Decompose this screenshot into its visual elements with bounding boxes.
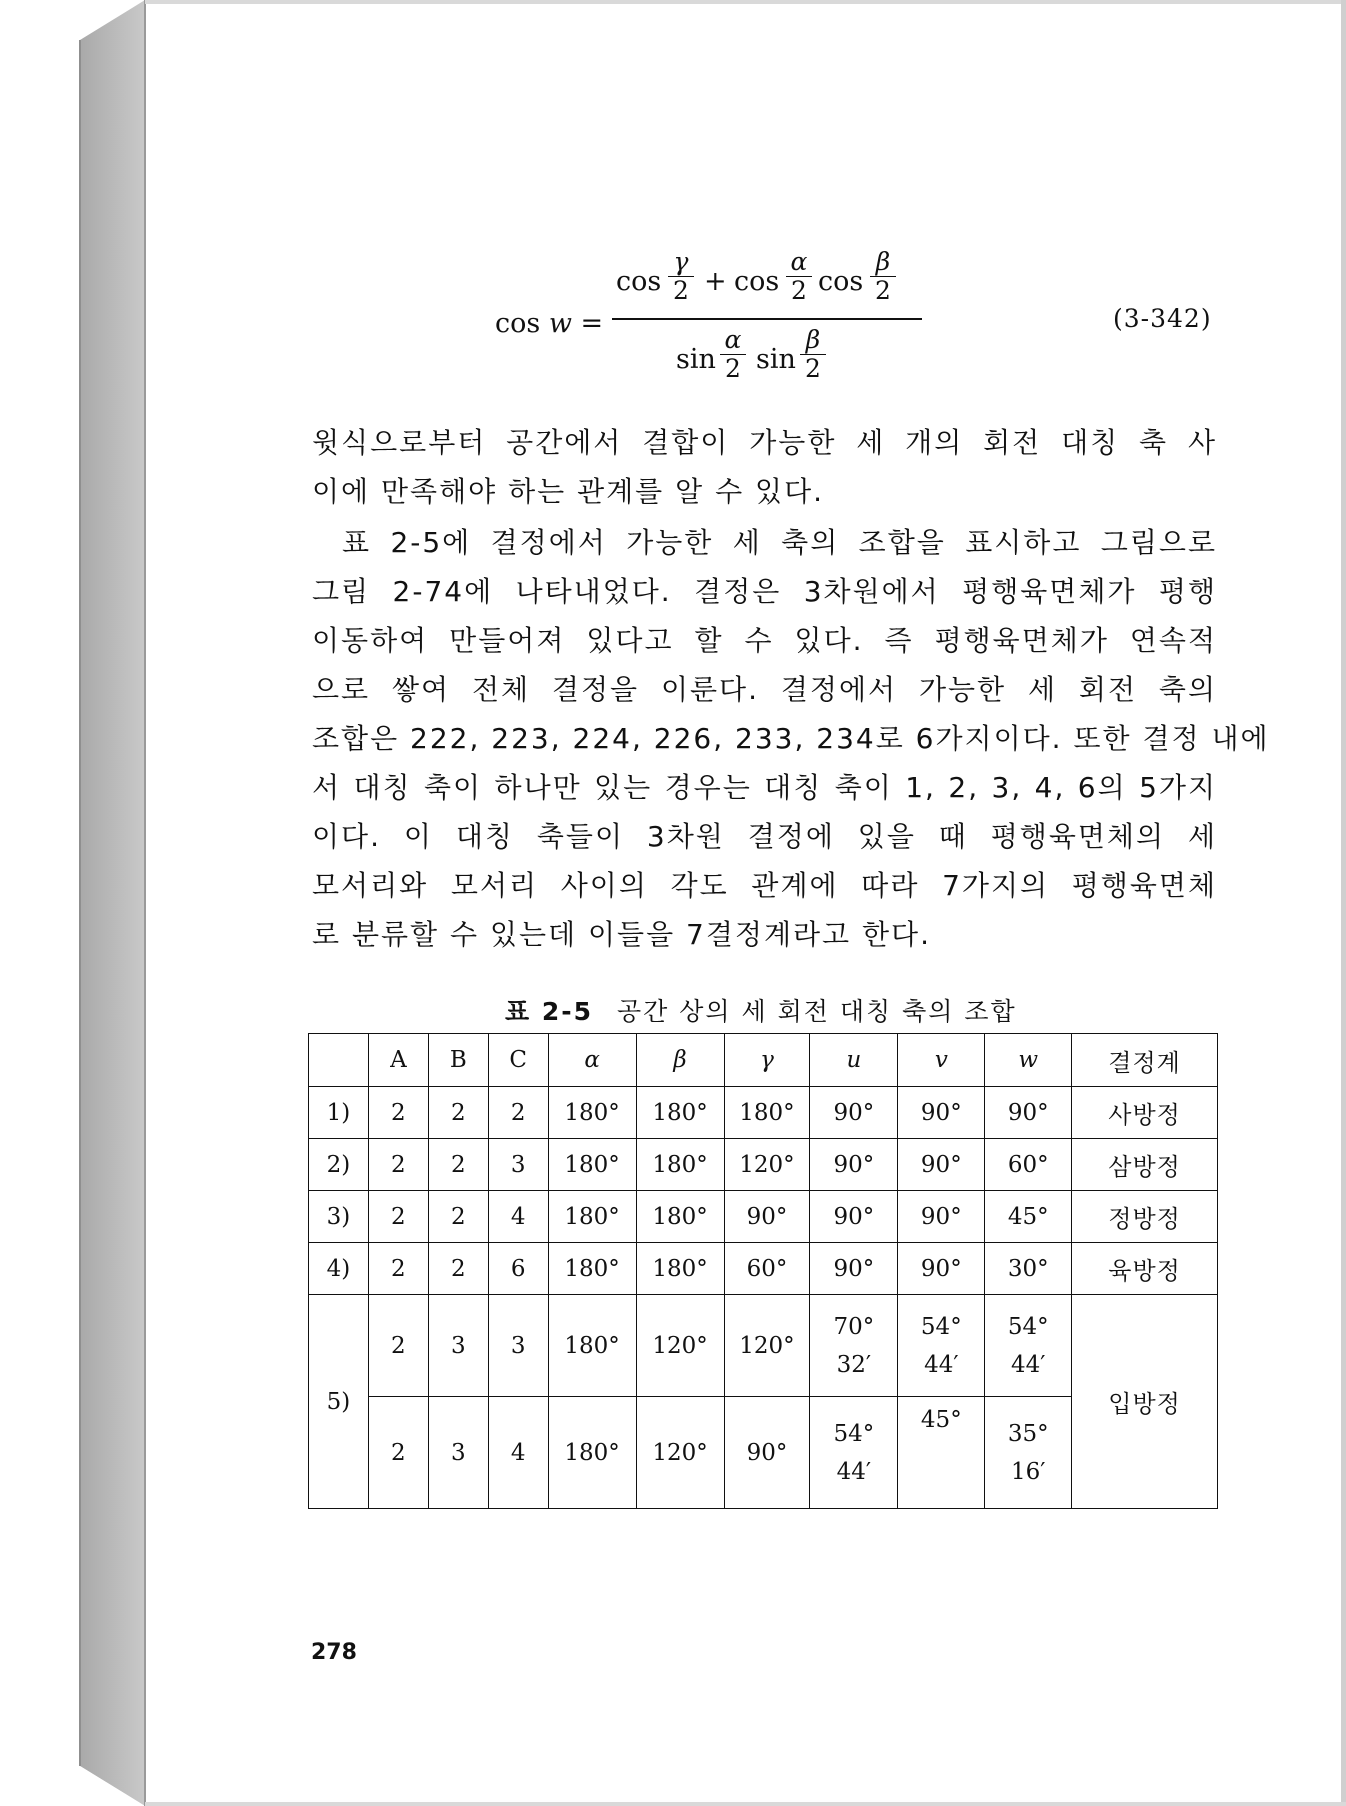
table-cell: 입방정 — [1072, 1295, 1218, 1509]
table-cell: 120° — [724, 1295, 810, 1397]
paragraph-line: 그림 2-74에 나타내었다. 결정은 3차원에서 평행육면체가 평행 — [312, 575, 1217, 608]
table-cell: 180° — [548, 1139, 636, 1191]
table-cell: 120° — [636, 1397, 724, 1509]
table-cell: 정방정 — [1072, 1191, 1218, 1243]
table-cell: 90° — [810, 1191, 898, 1243]
table-cell: 2 — [488, 1087, 548, 1139]
table-cell: 3 — [428, 1295, 488, 1397]
table-cell: 180° — [636, 1087, 724, 1139]
table-cell: 2 — [428, 1139, 488, 1191]
num-fn-3: cos — [818, 266, 864, 297]
book-spine — [0, 0, 150, 1806]
table-cell: 90° — [810, 1139, 898, 1191]
table-cell: 45° — [985, 1191, 1072, 1243]
table-cell: 180° — [548, 1243, 636, 1295]
table-cell: 90° — [724, 1191, 810, 1243]
table-cell: 180° — [548, 1087, 636, 1139]
header-cell: C — [488, 1034, 548, 1087]
table-cell: 54° 44′ — [985, 1295, 1072, 1397]
page-number: 278 — [311, 1640, 357, 1665]
num-fraction-alpha: $\frac{\alpha}{2}$ — [786, 248, 812, 305]
table-header-row — [309, 1034, 1218, 1087]
table-cell: 180° — [636, 1139, 724, 1191]
header-cell: 결정계 — [1072, 1034, 1218, 1087]
equation-denominator — [676, 322, 876, 402]
equation-number: (3-342) — [1113, 304, 1212, 333]
table-cell: 90° — [898, 1087, 985, 1139]
table-cell: 90° — [898, 1243, 985, 1295]
paragraph-line: 이다. 이 대칭 축들이 3차원 결정에 있을 때 평행육면체의 세 — [312, 820, 1217, 853]
paragraph-1 — [312, 418, 1217, 518]
header-cell: A — [368, 1034, 428, 1087]
table-cell: 180° — [724, 1087, 810, 1139]
table-row — [309, 1295, 1218, 1397]
table-cell: 54° 44′ — [898, 1295, 985, 1397]
paragraph-line: 표 2-5에 결정에서 가능한 세 축의 조합을 표시하고 그림으로 — [342, 526, 1217, 559]
table-row — [309, 1243, 1218, 1295]
table-cell: 4 — [488, 1397, 548, 1509]
paragraph-line: 이에 만족해야 하는 관계를 알 수 있다. — [312, 475, 825, 508]
table-cell: 2 — [368, 1397, 428, 1509]
header-cell: γ — [724, 1034, 810, 1087]
table-cell: 4 — [488, 1191, 548, 1243]
header-cell: w — [985, 1034, 1072, 1087]
table-cell: 2) — [309, 1139, 369, 1191]
table-cell: 3 — [488, 1139, 548, 1191]
table-cell: 180° — [636, 1191, 724, 1243]
table-cell: 2 — [428, 1243, 488, 1295]
table-row — [309, 1087, 1218, 1139]
table-cell: 6 — [488, 1243, 548, 1295]
table-row — [309, 1191, 1218, 1243]
equation-3-342 — [490, 248, 930, 398]
table-cell: 180° — [636, 1243, 724, 1295]
den-fraction-alpha: $\frac{\alpha}{2}$ — [720, 326, 746, 383]
lhs-function: cos — [495, 308, 541, 339]
table-cell: 180° — [548, 1191, 636, 1243]
table-cell: 90° — [724, 1397, 810, 1509]
table-cell: 삼방정 — [1072, 1139, 1218, 1191]
table-cell: 5) — [309, 1295, 369, 1509]
table-cell: 2 — [368, 1191, 428, 1243]
table-cell: 30° — [985, 1243, 1072, 1295]
header-cell: B — [428, 1034, 488, 1087]
table-cell: 1) — [309, 1087, 369, 1139]
table-cell: 90° — [810, 1087, 898, 1139]
table-cell: 3 — [428, 1397, 488, 1509]
header-cell: β — [636, 1034, 724, 1087]
symmetry-axes-table — [308, 1033, 1218, 1509]
table-cell: 3 — [488, 1295, 548, 1397]
header-cell: α — [548, 1034, 636, 1087]
page-edge-right — [1341, 0, 1346, 1806]
table-cell: 120° — [724, 1139, 810, 1191]
table-cell: 45° — [898, 1397, 985, 1509]
fraction-bar — [612, 318, 922, 320]
page-edge-top — [145, 0, 1346, 4]
table-cell: 54° 44′ — [810, 1397, 898, 1509]
table-cell: 90° — [898, 1191, 985, 1243]
paragraph-line: 조합은 222, 223, 224, 226, 233, 234로 6가지이다. 또한 결정 내에 — [312, 722, 1270, 755]
equation-numerator — [616, 248, 916, 316]
num-fn-2: cos — [734, 266, 780, 297]
table-cell: 90° — [898, 1139, 985, 1191]
table-cell: 사방정 — [1072, 1087, 1218, 1139]
den-fraction-beta: $\frac{\beta}{2}$ — [800, 326, 826, 383]
equation-lhs — [495, 308, 603, 339]
page-edge-bottom — [145, 1802, 1346, 1806]
equals-sign: = — [580, 308, 604, 339]
table-cell: 120° — [636, 1295, 724, 1397]
table-cell: 육방정 — [1072, 1243, 1218, 1295]
table-cell: 90° — [810, 1243, 898, 1295]
table-cell: 2 — [428, 1087, 488, 1139]
header-cell: v — [898, 1034, 985, 1087]
paragraph-2 — [312, 518, 1270, 968]
table-cell: 180° — [548, 1295, 636, 1397]
table-caption-title: 공간 상의 세 회전 대칭 축의 조합 — [616, 997, 1017, 1026]
num-fn-1: cos — [616, 266, 662, 297]
header-cell: u — [810, 1034, 898, 1087]
den-fn-1: sin — [676, 344, 716, 375]
table-caption-number: 표 2-5 — [505, 997, 594, 1026]
paragraph-line: 으로 쌓여 전체 결정을 이룬다. 결정에서 가능한 세 회전 축의 — [312, 673, 1217, 706]
den-fn-2: sin — [756, 344, 796, 375]
table-cell: 4) — [309, 1243, 369, 1295]
num-fraction-gamma: $\frac{\gamma}{2}$ — [668, 248, 694, 305]
table-cell: 2 — [368, 1087, 428, 1139]
table-cell: 180° — [548, 1397, 636, 1509]
table-cell: 70° 32′ — [810, 1295, 898, 1397]
paragraph-line: 윗식으로부터 공간에서 결합이 가능한 세 개의 회전 대칭 축 사 — [312, 426, 1217, 459]
paragraph-line: 로 분류할 수 있는데 이들을 7결정계라고 한다. — [312, 918, 931, 951]
plus-sign: + — [704, 266, 727, 297]
num-fraction-beta: $\frac{\beta}{2}$ — [870, 248, 896, 305]
table-caption — [505, 992, 1017, 1028]
table-cell: 90° — [985, 1087, 1072, 1139]
paragraph-line: 모서리와 모서리 사이의 각도 관계에 따라 7가지의 평행육면체 — [312, 869, 1217, 902]
lhs-variable: w — [548, 308, 572, 339]
table-cell: 2 — [368, 1243, 428, 1295]
table-cell: 2 — [368, 1295, 428, 1397]
table-cell: 3) — [309, 1191, 369, 1243]
table-cell: 2 — [368, 1139, 428, 1191]
table-cell: 60° — [724, 1243, 810, 1295]
table-cell: 35° 16′ — [985, 1397, 1072, 1509]
table-cell: 60° — [985, 1139, 1072, 1191]
paragraph-line: 이동하여 만들어져 있다고 할 수 있다. 즉 평행육면체가 연속적 — [312, 624, 1217, 657]
header-cell — [309, 1034, 369, 1087]
table-cell: 2 — [428, 1191, 488, 1243]
table-row — [309, 1139, 1218, 1191]
paragraph-line: 서 대칭 축이 하나만 있는 경우는 대칭 축이 1, 2, 3, 4, 6의 5가지 — [312, 771, 1217, 804]
